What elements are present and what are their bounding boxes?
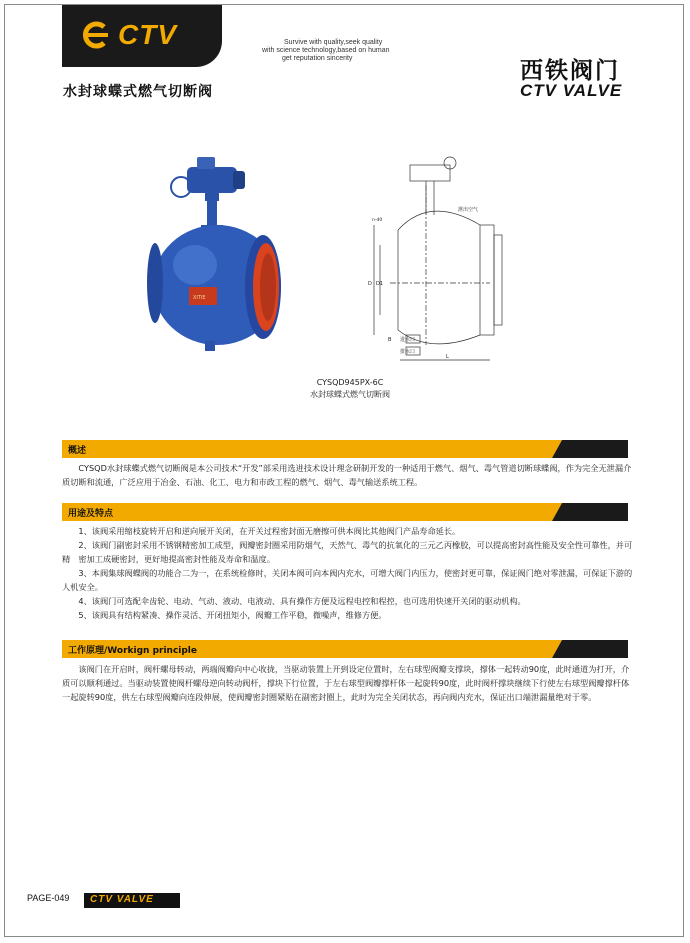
valve-technical-drawing [360,155,530,370]
svg-text:D: D [368,281,372,287]
section-header-principle [62,640,628,658]
list-item: 3、本阀集球阀蝶阀的功能合二为一，在系统检修时，关闭本阀可向本阀内充水，可增大阀门内压力，使密封更可靠，保证阀门绝对零泄漏，可保证下游的人机安全。 [62,568,633,592]
slogan-line: Survive with quality,seek quality [284,39,383,46]
svg-text:D1: D1 [376,281,384,287]
overview-text [62,461,636,489]
footer-brand: CTV VALVE [90,894,154,905]
list-item: 5、该阀具有结构紧凑、操作灵活、开闭扭矩小，阀瓣工作平稳，微噪声，维修方便。 [78,610,387,620]
page-number: PAGE-049 [27,893,70,903]
svg-text:n-d0: n-d0 [372,218,383,223]
slogan [262,39,390,63]
paragraph: CYSQD水封球蝶式燃气切断阀是本公司技术“开发”部采用选进技术设计理念研制开发的一种适用于燃气、烟气、毒气管道切断球蝶阀，作为完全无泄漏介质切断和流通，广泛应用于冶金、石油、化工、电力和市政工程的燃气、烟气、毒气输送系统工程。 [62,463,632,487]
section-title: 概述 [68,446,87,456]
svg-text:B: B [388,337,392,343]
caption-name: 水封球蝶式燃气切断阀 [310,390,390,399]
features-list [62,524,636,622]
section-title: 工作原理/Workign principle [68,646,197,656]
section-bar-graphic [62,440,628,458]
logo-text: CTV [118,19,177,50]
footer-brand-band [84,893,180,908]
product-model: CYSQD945PX-6C [316,378,384,387]
svg-text:XITIE: XITIE [193,295,206,301]
paragraph: 该阀门在开启时，阀杆螺母转动，两端阀瓣向中心收拢，当驱动装置上开到设定位置时，左右球型阀瓣支撑块，撑体一起转动90度，此时通道为打开，介质可以顺利通过。当驱动装置使阀杆螺母逆向转动阀杆，撑块下行位置，于左右球型阀瓣撑杆体一起旋转90度，此时阀杆撑块继续下行使左右球型阀瓣撑杆体一起旋转90度，供左右球型阀瓣向连段伸展，使阀瓣密封圈紧贴在副密封圈上，此时为完全关闭状态，再向阀内充水，保证出口端泄漏量绝对于零。 [62,664,630,702]
figure-caption [290,377,410,401]
slogan-line: get reputation sincerity [282,55,353,62]
principle-text [62,662,636,704]
list-item: 4、该阀门可选配伞齿轮、电动、气动、液动、电液动、具有操作方便及远程电控和程控，也可选用快速开关闭的驱动机构。 [78,596,526,606]
svg-text:泄出空气: 泄出空气 [458,207,479,213]
section-bar-graphic [62,503,628,521]
list-item: 1、该阀采用缩枝旋转开启和逆向展开关闭，在开关过程密封面无磨擦可供本阀比其他阀门产品寿命延长。 [78,526,461,536]
brand-logo [62,5,222,67]
valve-product-image [135,155,285,365]
brand-name-en: CTV VALVE [520,81,623,100]
logo-mark-icon [80,20,110,50]
svg-text:L: L [446,354,449,360]
svg-text:排水口: 排水口 [400,349,416,355]
section-header-overview [62,440,628,458]
section-header-features [62,503,628,521]
brand-name-cn: 西铁阀门 [520,58,620,84]
slogan-line: with science technology,based on human [262,47,390,54]
svg-text:进水口: 进水口 [400,337,416,343]
section-title: 用途及特点 [68,509,114,519]
list-item: 2、该阀门副密封采用不锈钢精密加工成型，阀瓣密封圈采用防烟气，天然气、毒气的抗氧化的三元乙丙橡胶，可以提高密封高性能及安全性可靠性，并可精 密加工成硬密封，更好地提高密封性能及寿命和温度。 [62,540,633,564]
product-title: 水封球蝶式燃气切断阀 [63,84,213,100]
